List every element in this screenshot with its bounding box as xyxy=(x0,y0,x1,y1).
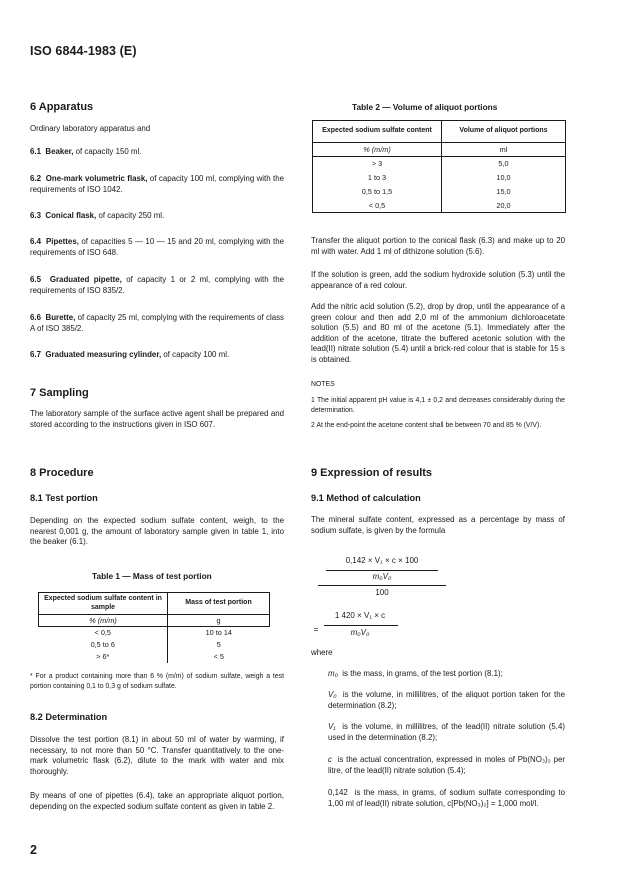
item-name: Graduated pipette, xyxy=(49,275,122,284)
note-2: 2 At the end-point the acetone content shall be between 70 and 85 % (V/V). xyxy=(311,422,542,429)
determination-para-2: By means of one of pipettes (6.4), take an appropriate aliquot portion, depending on the expected sodium sulfate content as given in table 2. xyxy=(30,791,284,811)
section-9-1-heading: 9.1 Method of calculation xyxy=(311,493,421,503)
table-1-caption: Table 1 — Mass of test portion xyxy=(92,571,212,581)
apparatus-item xyxy=(30,174,284,195)
formula-1-inner-bar xyxy=(326,570,438,571)
table-1-cell: > 6* xyxy=(39,651,168,663)
table-2-cell: 5,0 xyxy=(442,157,566,171)
table-2-cell: < 0,5 xyxy=(313,199,442,213)
table-1-header-mass: Mass of test portion xyxy=(168,593,270,615)
item-number: 6.4 xyxy=(30,237,41,246)
item-text: of capacity 25 ml, complying with the requirements of class A of ISO 385/2. xyxy=(30,313,284,333)
table-2-cell: 10,0 xyxy=(442,171,566,185)
table-1-header-content: Expected sodium sulfate content in sample xyxy=(39,593,168,615)
table-1-cell: 5 xyxy=(216,640,221,649)
formula-2-denominator: m₀V₀ xyxy=(350,628,370,637)
item-name: Beaker, xyxy=(45,147,74,156)
right-para-3: Add the nitric acid solution (5.2), drop by drop, until the appearance of a green colour and then add 2,0 ml of the ammonium dichloroacetate solution (5.5) and 80 ml of the acetone (5.1). Immediately after the addition of the acetone, titrate the buffered acetonic solution with the lead(II) nitrate solution (5.4) until a brick-red colour that is stable for 15 s is obtained. xyxy=(311,302,565,364)
definition xyxy=(328,788,565,809)
item-number: 6.1 xyxy=(30,147,41,156)
item-text: of capacity 250 ml. xyxy=(96,211,165,220)
item-text: of capacities 5 — 10 — 15 and 20 ml, complying with the requirements of ISO 648. xyxy=(30,237,284,257)
section-9-heading: 9 Expression of results xyxy=(311,467,433,479)
definition-text: is the actual concentration, expressed in moles of Pb(NO₃)₂ per litre, of the lead(II) nitrate solution (5.4); xyxy=(328,755,565,775)
table-2-cell: 0,5 to 1,5 xyxy=(313,185,442,199)
item-name: Graduated measuring cylinder, xyxy=(45,350,162,359)
apparatus-item xyxy=(30,313,284,334)
table-2-unit: % (m/m) xyxy=(313,143,442,157)
item-number: 6.3 xyxy=(30,211,41,220)
item-text: of capacity 150 ml. xyxy=(73,147,142,156)
apparatus-item xyxy=(30,237,284,258)
document-header: ISO 6844-1983 (E) xyxy=(30,44,137,58)
table-2-caption: Table 2 — Volume of aliquot portions xyxy=(352,102,498,112)
item-name: Burette, xyxy=(45,313,76,322)
section-7-heading: 7 Sampling xyxy=(30,387,89,399)
table-1 xyxy=(38,592,270,663)
formula-2-bar xyxy=(324,625,398,626)
where-label: where xyxy=(311,648,333,657)
item-text: of capacity 1 or 2 ml, complying with the requirements of ISO 835/2. xyxy=(30,275,284,295)
definition xyxy=(328,690,565,711)
item-number: 6.2 xyxy=(30,174,41,183)
section-8-2-heading: 8.2 Determination xyxy=(30,712,108,722)
definition-text: is the volume, in millilitres, of the lead(II) nitrate solution (5.4) used in the determination (8.2); xyxy=(328,722,565,742)
table-1-unit: % (m/m) xyxy=(39,615,168,627)
definition xyxy=(328,722,565,743)
apparatus-item xyxy=(30,211,284,222)
definition xyxy=(328,669,565,680)
table-2-header-content: Expected sodium sulfate content xyxy=(313,121,442,143)
definition-symbol: m₀ xyxy=(328,669,338,678)
definition-text: is the mass, in grams, of sodium sulfate corresponding to 1,00 ml of lead(II) nitrate solution, c[Pb(NO₃)₂] = 1,000 mol/l. xyxy=(328,788,565,808)
definition-symbol: V₀ xyxy=(328,690,337,699)
item-number: 6.7 xyxy=(30,350,41,359)
table-2-cell: 20,0 xyxy=(442,199,566,213)
table-1-cell: < 5 xyxy=(213,652,224,661)
table-1-unit: g xyxy=(168,615,270,627)
table-2-cell: 15,0 xyxy=(442,185,566,199)
right-para-1: Transfer the aliquot portion to the conical flask (6.3) and make up to 20 ml with water. Add 1 ml of dithizone solution (5.6). xyxy=(311,236,565,256)
apparatus-intro: Ordinary laboratory apparatus and xyxy=(30,124,151,133)
formula-2-equals: = xyxy=(313,625,319,634)
item-number: 6.5 xyxy=(30,275,41,284)
item-name: Conical flask, xyxy=(45,211,97,220)
table-2-unit: ml xyxy=(442,143,566,157)
sampling-text: The laboratory sample of the surface active agent shall be prepared and stored according to the instructions given in ISO 607. xyxy=(30,409,284,429)
definition-symbol: V₁ xyxy=(328,722,336,731)
definition-symbol: 0,142 xyxy=(328,788,348,797)
table-2-header-volume: Volume of aliquot portions xyxy=(442,121,566,143)
table-1-cell: 0,5 to 6 xyxy=(39,639,168,651)
determination-para-1: Dissolve the test portion (8.1) in about 50 ml of water by warming, if necessary, to not more than 50 °C. Transfer quantitatively to the one-mark volumetric flask (6.2), dilute to the mark with water and mix thoroughly. xyxy=(30,735,284,776)
page-number: 2 xyxy=(30,843,37,857)
table-2-cell: > 3 xyxy=(313,157,442,171)
apparatus-item xyxy=(30,350,284,361)
right-para-2: If the solution is green, add the sodium hydroxide solution (5.3) until the appearance of a red colour. xyxy=(311,270,565,290)
definition xyxy=(328,755,565,776)
formula-1-outer-bar xyxy=(318,585,446,586)
formula-2-numerator: 1 420 × V₁ × c xyxy=(334,611,386,620)
definition-text: is the volume, in millilitres, of the aliquot portion taken for the determination (8.2); xyxy=(328,690,565,710)
item-name: One-mark volumetric flask, xyxy=(45,174,148,183)
table-2-cell: 1 to 3 xyxy=(313,171,442,185)
table-1-cell: < 0,5 xyxy=(39,627,168,639)
notes-heading: NOTES xyxy=(311,381,335,388)
table-2 xyxy=(312,120,566,213)
apparatus-item xyxy=(30,275,284,296)
item-number: 6.6 xyxy=(30,313,41,322)
formula-1-numerator: 0,142 × V₁ × c × 100 xyxy=(345,556,419,565)
formula-1-denominator: m₀V₀ xyxy=(372,572,392,581)
results-intro: The mineral sulfate content, expressed as a percentage by mass of sodium sulfate, is given by the formula xyxy=(311,515,565,535)
definition-symbol: c xyxy=(328,755,332,764)
item-text: of capacity 100 ml. xyxy=(161,350,230,359)
section-8-1-heading: 8.1 Test portion xyxy=(30,493,98,503)
formula-1-outer-denominator: 100 xyxy=(375,588,389,597)
apparatus-item xyxy=(30,147,284,158)
definition-text: is the mass, in grams, of the test portion (8.1); xyxy=(342,669,503,678)
section-6-heading: 6 Apparatus xyxy=(30,101,94,113)
item-text: of capacity 100 ml, complying with the requirements of ISO 1042. xyxy=(30,174,284,194)
table-1-cell: 10 to 14 xyxy=(205,628,232,638)
note-1: 1 The initial apparent pH value is 4,1 ± 0,2 and decreases considerably during the determination. xyxy=(311,397,565,414)
item-name: Pipettes, xyxy=(46,237,79,246)
section-8-heading: 8 Procedure xyxy=(30,467,94,479)
table-1-footnote: * For a product containing more than 6 % (m/m) of sodium sulfate, weigh a test portion containing 0,1 to 0,3 g of sodium sulfate. xyxy=(30,673,284,690)
test-portion-text: Depending on the expected sodium sulfate content, weigh, to the nearest 0,001 g, the amount of laboratory sample given in table 1, into the beaker (6.1). xyxy=(30,516,284,547)
